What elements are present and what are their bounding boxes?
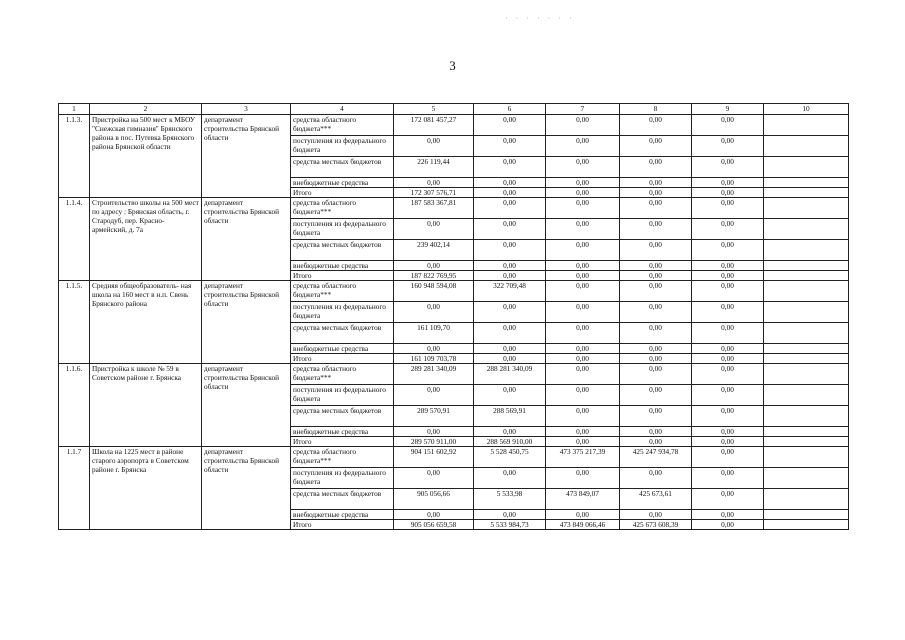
amount-cell: 0,00 [546,344,620,354]
page-number: 3 [449,58,456,73]
amount-cell [764,344,849,354]
amount-cell [764,406,849,427]
amount-cell: 425 673,61 [620,489,692,510]
project-executor: департамент строительства Брянской области [202,115,291,198]
amount-cell: 0,00 [546,136,620,157]
amount-cell [764,302,849,323]
project-name: Пристройка на 500 мест к МБОУ "Снежская гимназия" Брянского района в пос. Путевка Брянского района Брянской области [90,115,202,198]
amount-cell [764,188,849,198]
project-executor: департамент строительства Брянской области [202,364,291,447]
amount-cell [764,271,849,281]
amount-cell: 0,00 [620,157,692,178]
project-name: Строительство школы на 500 мест по адресу : Брянская область, г. Стародуб, пер. Красно- армейский, д. 7а [90,198,202,281]
project-executor: департамент строительства Брянской области [202,281,291,364]
amount-cell: 0,00 [692,178,764,188]
amount-cell: 0,00 [620,136,692,157]
project-name: Средняя общеобразователь- ная школа на 160 мест в н.п. Свень Брянского района [90,281,202,364]
funding-source: поступления из федерального бюджета [291,385,394,406]
amount-cell: 0,00 [474,385,546,406]
amount-cell: 905 056,66 [394,489,474,510]
project-executor: департамент строительства Брянской области [202,198,291,281]
amount-cell: 0,00 [546,188,620,198]
amount-cell [764,468,849,489]
amount-cell: 288 569 910,00 [474,437,546,447]
table-row [59,115,849,136]
amount-cell: 0,00 [474,271,546,281]
amount-cell: 0,00 [620,261,692,271]
amount-cell: 0,00 [546,406,620,427]
amount-cell [764,385,849,406]
amount-cell: 0,00 [692,323,764,344]
funding-source: Итого [291,520,394,530]
amount-cell: 0,00 [692,520,764,530]
amount-cell: 0,00 [394,510,474,520]
amount-cell: 0,00 [692,271,764,281]
amount-cell: 0,00 [394,302,474,323]
column-header: 4 [291,104,394,115]
amount-cell: 0,00 [546,323,620,344]
amount-cell: 0,00 [620,271,692,281]
table-row [59,281,849,302]
amount-cell: 0,00 [692,198,764,219]
funding-source: поступления из федерального бюджета [291,136,394,157]
project-name: Школа на 1225 мест в районе старого аэропорта в Советском районе г. Брянска [90,447,202,530]
funding-source: внебюджетные средства [291,178,394,188]
amount-cell: 0,00 [474,302,546,323]
amount-cell: 905 056 659,58 [394,520,474,530]
amount-cell: 0,00 [692,489,764,510]
amount-cell: 288 569,91 [474,406,546,427]
funding-source: Итого [291,437,394,447]
amount-cell: 0,00 [546,178,620,188]
funding-source: средства местных бюджетов [291,489,394,510]
amount-cell: 425 673 608,39 [620,520,692,530]
scan-mark: · · · · · · · [505,14,575,23]
amount-cell: 0,00 [474,323,546,344]
amount-cell [764,354,849,364]
amount-cell: 0,00 [692,240,764,261]
amount-cell: 0,00 [620,364,692,385]
funding-source: средства областного бюджета*** [291,364,394,385]
amount-cell: 0,00 [546,354,620,364]
amount-cell: 473 849 066,46 [546,520,620,530]
funding-source: средства местных бюджетов [291,323,394,344]
amount-cell: 5 533 984,73 [474,520,546,530]
amount-cell [764,510,849,520]
amount-cell: 0,00 [546,219,620,240]
amount-cell: 0,00 [546,364,620,385]
amount-cell: 289 570 911,00 [394,437,474,447]
table-row [59,198,849,219]
amount-cell: 0,00 [692,219,764,240]
amount-cell: 226 119,44 [394,157,474,178]
column-header: 9 [692,104,764,115]
amount-cell: 0,00 [474,510,546,520]
amount-cell [764,520,849,530]
amount-cell: 0,00 [394,178,474,188]
amount-cell: 0,00 [474,261,546,271]
amount-cell: 0,00 [692,447,764,468]
amount-cell: 0,00 [394,427,474,437]
amount-cell: 0,00 [692,364,764,385]
amount-cell: 0,00 [546,427,620,437]
amount-cell: 425 247 934,78 [620,447,692,468]
amount-cell: 0,00 [620,188,692,198]
amount-cell [764,178,849,188]
amount-cell: 0,00 [546,437,620,447]
amount-cell: 0,00 [620,240,692,261]
amount-cell: 5 528 450,75 [474,447,546,468]
table-row [59,447,849,468]
column-header: 6 [474,104,546,115]
amount-cell: 0,00 [692,385,764,406]
amount-cell: 0,00 [474,427,546,437]
project-code: 1.1.6. [59,364,90,447]
amount-cell: 0,00 [546,115,620,136]
amount-cell: 0,00 [692,281,764,302]
column-header: 1 [59,104,90,115]
amount-cell: 0,00 [620,468,692,489]
amount-cell: 904 151 602,92 [394,447,474,468]
amount-cell: 0,00 [546,240,620,261]
funding-source: средства областного бюджета*** [291,447,394,468]
amount-cell: 0,00 [546,157,620,178]
column-header: 5 [394,104,474,115]
column-header: 3 [202,104,291,115]
amount-cell: 187 583 367,81 [394,198,474,219]
amount-cell: 289 570,91 [394,406,474,427]
funding-source: внебюджетные средства [291,261,394,271]
amount-cell: 0,00 [546,302,620,323]
funding-source: поступления из федерального бюджета [291,468,394,489]
funding-source: внебюджетные средства [291,427,394,437]
project-code: 1.1.4. [59,198,90,281]
amount-cell: 0,00 [474,344,546,354]
amount-cell: 0,00 [692,344,764,354]
amount-cell: 0,00 [620,510,692,520]
project-code: 1.1.3. [59,115,90,198]
amount-cell: 0,00 [394,219,474,240]
project-executor: департамент строительства Брянской области [202,447,291,530]
amount-cell: 0,00 [474,354,546,364]
amount-cell: 172 307 576,71 [394,188,474,198]
amount-cell: 0,00 [692,427,764,437]
amount-cell: 0,00 [620,178,692,188]
amount-cell: 473 849,07 [546,489,620,510]
amount-cell [764,364,849,385]
amount-cell: 0,00 [394,261,474,271]
amount-cell [764,489,849,510]
funding-source: средства местных бюджетов [291,406,394,427]
amount-cell: 0,00 [620,437,692,447]
amount-cell: 288 281 340,09 [474,364,546,385]
amount-cell: 0,00 [620,427,692,437]
amount-cell: 5 533,98 [474,489,546,510]
funding-source: средства местных бюджетов [291,240,394,261]
funding-source: Итого [291,188,394,198]
amount-cell: 239 402,14 [394,240,474,261]
amount-cell [764,198,849,219]
funding-source: средства местных бюджетов [291,157,394,178]
amount-cell: 0,00 [692,157,764,178]
amount-cell: 0,00 [692,115,764,136]
amount-cell: 0,00 [546,198,620,219]
amount-cell: 0,00 [692,302,764,323]
amount-cell [764,427,849,437]
amount-cell: 0,00 [620,302,692,323]
amount-cell: 0,00 [620,281,692,302]
table-body [59,115,849,530]
amount-cell: 0,00 [474,115,546,136]
amount-cell: 0,00 [620,354,692,364]
amount-cell: 0,00 [620,198,692,219]
amount-cell [764,157,849,178]
amount-cell: 161 109,70 [394,323,474,344]
amount-cell: 0,00 [546,385,620,406]
column-header: 10 [764,104,849,115]
amount-cell: 0,00 [474,136,546,157]
amount-cell: 0,00 [620,406,692,427]
funding-source: внебюджетные средства [291,344,394,354]
funding-source: внебюджетные средства [291,510,394,520]
amount-cell [764,240,849,261]
amount-cell: 187 822 769,95 [394,271,474,281]
amount-cell [764,323,849,344]
column-header: 2 [90,104,202,115]
amount-cell: 0,00 [394,136,474,157]
amount-cell: 0,00 [692,406,764,427]
funding-source: Итого [291,271,394,281]
amount-cell: 0,00 [474,198,546,219]
funding-source: Итого [291,354,394,364]
amount-cell: 0,00 [692,354,764,364]
amount-cell [764,261,849,271]
amount-cell: 0,00 [546,510,620,520]
table-row [59,364,849,385]
funding-source: поступления из федерального бюджета [291,302,394,323]
amount-cell: 0,00 [474,468,546,489]
project-code: 1.1.5. [59,281,90,364]
funding-source: средства областного бюджета*** [291,115,394,136]
amount-cell [764,115,849,136]
amount-cell [764,281,849,302]
amount-cell: 0,00 [692,261,764,271]
amount-cell: 0,00 [692,468,764,489]
amount-cell: 0,00 [394,344,474,354]
funding-source: средства областного бюджета*** [291,198,394,219]
amount-cell: 0,00 [394,385,474,406]
amount-cell: 0,00 [474,240,546,261]
amount-cell: 160 948 594,08 [394,281,474,302]
amount-cell: 0,00 [394,468,474,489]
amount-cell: 0,00 [620,219,692,240]
amount-cell: 0,00 [692,188,764,198]
amount-cell: 289 281 340,09 [394,364,474,385]
amount-cell [764,447,849,468]
project-code: 1.1.7 [59,447,90,530]
column-header: 7 [546,104,620,115]
funding-source: средства областного бюджета*** [291,281,394,302]
amount-cell: 0,00 [620,115,692,136]
amount-cell: 0,00 [546,468,620,489]
column-header: 8 [620,104,692,115]
amount-cell [764,219,849,240]
amount-cell: 0,00 [692,437,764,447]
amount-cell: 172 081 457,27 [394,115,474,136]
amount-cell: 0,00 [546,271,620,281]
column-number-row [59,104,849,115]
amount-cell: 0,00 [474,157,546,178]
amount-cell: 0,00 [474,188,546,198]
funding-source: поступления из федерального бюджета [291,219,394,240]
amount-cell: 0,00 [620,385,692,406]
amount-cell: 0,00 [546,281,620,302]
amount-cell: 0,00 [692,136,764,157]
financing-table [58,103,849,530]
amount-cell [764,437,849,447]
amount-cell [764,136,849,157]
amount-cell: 161 109 703,78 [394,354,474,364]
project-name: Пристройка к школе № 59 в Советском районе г. Брянска [90,364,202,447]
amount-cell: 0,00 [692,510,764,520]
amount-cell: 0,00 [474,178,546,188]
amount-cell: 0,00 [546,261,620,271]
amount-cell: 0,00 [620,323,692,344]
amount-cell: 322 709,48 [474,281,546,302]
amount-cell: 0,00 [474,219,546,240]
amount-cell: 473 375 217,39 [546,447,620,468]
amount-cell: 0,00 [620,344,692,354]
